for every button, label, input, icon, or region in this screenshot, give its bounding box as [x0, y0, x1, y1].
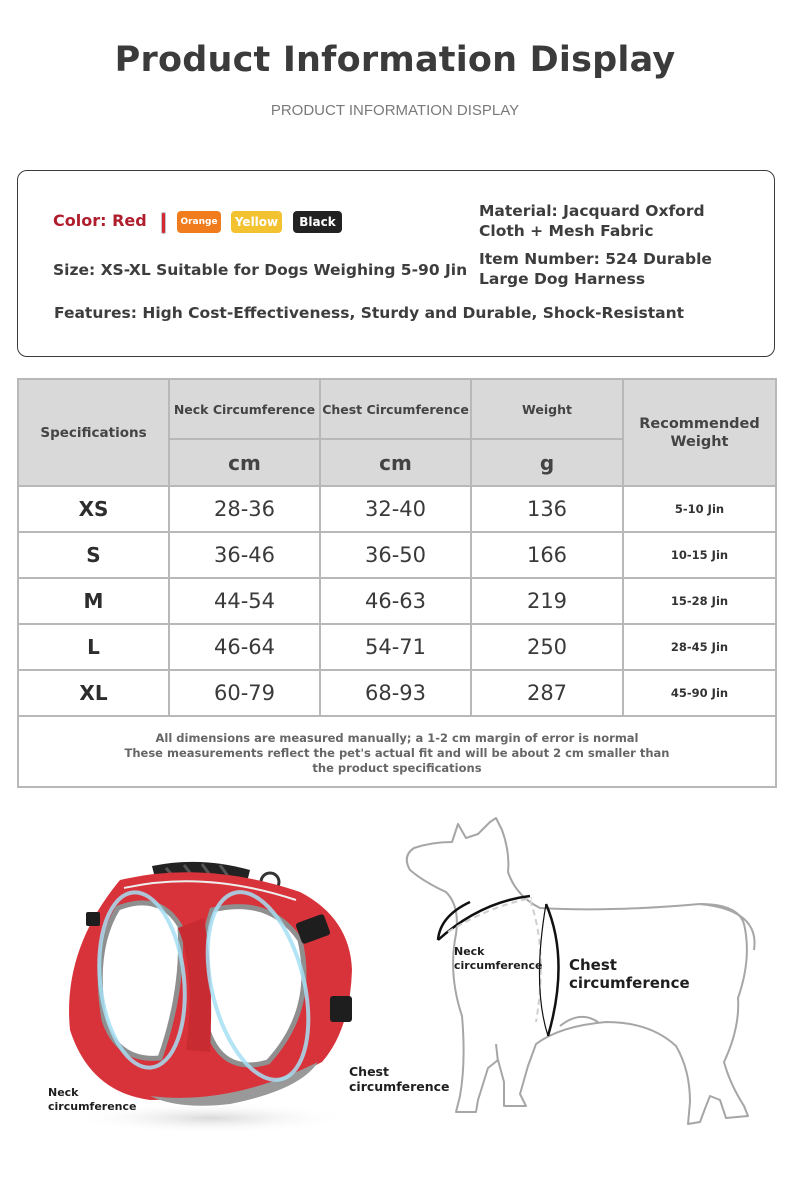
table-notes [18, 716, 776, 787]
size-chart-table [17, 378, 777, 788]
unit-neck: cm [169, 439, 320, 486]
row-chest: 36-50 [320, 532, 471, 578]
unit-weight: g [471, 439, 623, 486]
row-recommended: 5-10 Jin [623, 486, 776, 532]
header-chest: Chest Circumference [320, 379, 471, 439]
row-weight: 219 [471, 578, 623, 624]
table-row [18, 532, 776, 578]
size-info: Size: XS-XL Suitable for Dogs Weighing 5-90 Jin [53, 261, 468, 279]
row-neck: 28-36 [169, 486, 320, 532]
row-neck: 60-79 [169, 670, 320, 716]
row-neck: 36-46 [169, 532, 320, 578]
row-recommended: 15-28 Jin [623, 578, 776, 624]
table-row [18, 670, 776, 716]
header-specifications: Specifications [18, 379, 169, 486]
page-title: Product Information Display [114, 40, 676, 80]
header-neck: Neck Circumference [169, 379, 320, 439]
harness-neck-label: Neck circumference [48, 1086, 137, 1113]
row-size: S [18, 532, 169, 578]
row-recommended: 10-15 Jin [623, 532, 776, 578]
table-row [18, 578, 776, 624]
row-recommended: 45-90 Jin [623, 670, 776, 716]
dog-neck-label: Neck circumference [454, 945, 543, 972]
color-chip-yellow[interactable]: Yellow [231, 211, 282, 233]
header-recommended-weight: Recommended Weight [623, 379, 776, 486]
dog-chest-label: Chest circumference [569, 956, 690, 992]
row-chest: 32-40 [320, 486, 471, 532]
note-line: These measurements reflect the pet's actual fit and will be about 2 cm smaller than the product specifications [124, 746, 670, 775]
row-neck: 46-64 [169, 624, 320, 670]
color-chip-orange[interactable]: Orange [177, 211, 221, 233]
row-recommended: 28-45 Jin [623, 624, 776, 670]
row-chest: 46-63 [320, 578, 471, 624]
row-weight: 287 [471, 670, 623, 716]
harness-chest-label: Chest circumference [349, 1064, 450, 1094]
header-weight: Weight [471, 379, 623, 439]
row-chest: 68-93 [320, 670, 471, 716]
table-row [18, 624, 776, 670]
row-size: XL [18, 670, 169, 716]
color-swatch-red[interactable] [161, 212, 166, 234]
color-label: Color: Red [53, 211, 147, 230]
row-weight: 250 [471, 624, 623, 670]
page-subtitle: PRODUCT INFORMATION DISPLAY [270, 102, 520, 119]
unit-chest: cm [320, 439, 471, 486]
row-size: M [18, 578, 169, 624]
item-number-info: Item Number: 524 Durable Large Dog Harness [479, 250, 712, 288]
row-weight: 136 [471, 486, 623, 532]
row-chest: 54-71 [320, 624, 471, 670]
table-row [18, 486, 776, 532]
row-neck: 44-54 [169, 578, 320, 624]
features-info: Features: High Cost-Effectiveness, Sturdy and Durable, Shock-Resistant [54, 304, 685, 322]
measurement-diagram [0, 800, 790, 1191]
row-size: XS [18, 486, 169, 532]
row-size: L [18, 624, 169, 670]
material-info: Material: Jacquard Oxford Cloth + Mesh Fabric [479, 202, 705, 240]
note-line: All dimensions are measured manually; a 1-2 cm margin of error is normal [155, 731, 639, 745]
color-chip-black[interactable]: Black [293, 211, 342, 233]
row-weight: 166 [471, 532, 623, 578]
product-info-box [17, 170, 775, 357]
